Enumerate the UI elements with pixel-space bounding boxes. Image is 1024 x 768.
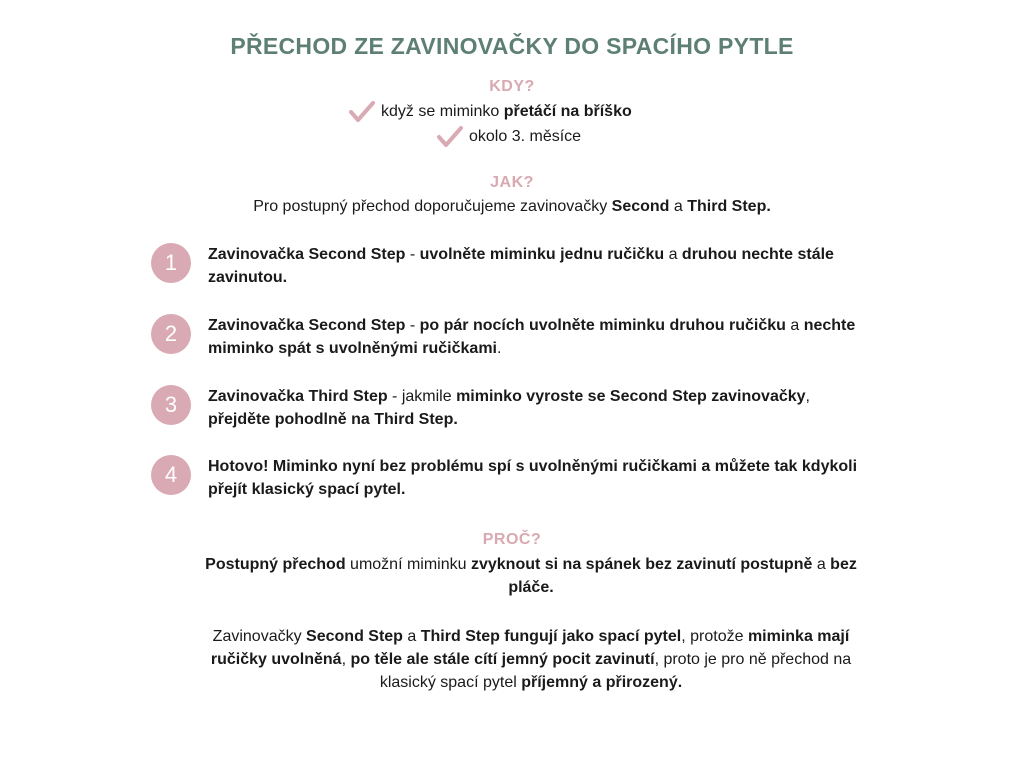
bold-text-run: miminka mají ručičky uvolněná: [210, 628, 850, 668]
jak-intro-text: Pro postupný přechod doporučujeme zavinovačky: [253, 198, 612, 215]
bold-text-run: zvyknout si na spánek bez zavinutí postupně: [470, 556, 813, 573]
bold-text-run: Zavinovačka Second Step: [208, 317, 406, 334]
bold-text-run: nechte miminko spát s uvolněnými ručičkami: [208, 317, 856, 357]
step-1: [151, 243, 871, 289]
step-number-badge: 4: [151, 455, 191, 495]
kdy-heading: KDY?: [489, 78, 535, 95]
text-run: , proto je pro ně přechod na klasický spací pytel: [379, 651, 852, 691]
text-run: - jakmile: [387, 388, 457, 405]
text-run: .: [496, 340, 502, 357]
bold-text-run: bez pláče.: [508, 556, 857, 596]
step-text: [208, 455, 858, 501]
bold-text-run: Zavinovačka Second Step: [208, 246, 406, 263]
bold-text-run: druhou nechte stále zavinutou.: [208, 246, 834, 286]
jak-intro-second: Second: [611, 198, 670, 215]
bold-text-run: příjemný a přirozený.: [521, 674, 683, 691]
kdy-item-1: [349, 100, 632, 124]
check-icon: [437, 125, 463, 149]
kdy-item-2-text: okolo 3. měsíce: [469, 128, 582, 145]
bold-text-run: po těle ale stále cítí jemný pocit zavinutí: [350, 651, 655, 668]
text-run: a: [402, 628, 421, 645]
bold-text-run: miminko vyroste se Second Step zavinovačky: [456, 388, 806, 405]
bold-text-run: Postupný přechod: [205, 556, 346, 573]
step-number-badge: 2: [151, 314, 191, 354]
step-number-badge: 1: [151, 243, 191, 283]
proc-paragraph-1: [205, 553, 857, 599]
bold-text-run: přejděte pohodlně na Third Step.: [208, 411, 458, 428]
step-3: [151, 385, 871, 431]
proc-heading: PROČ?: [482, 531, 542, 548]
step-number-badge: 3: [151, 385, 191, 425]
step-text: [208, 243, 858, 289]
jak-intro-third: Third Step.: [687, 198, 771, 215]
jak-intro-and: a: [669, 198, 688, 215]
step-text: [208, 385, 858, 431]
jak-heading: JAK?: [490, 174, 534, 191]
bold-text-run: Hotovo! Miminko nyní bez problému spí s uvolněnými ručičkami a můžete tak kdykoli přejít klasický spací pytel.: [208, 458, 858, 498]
text-run: a: [785, 317, 804, 334]
jak-intro: [0, 196, 1024, 218]
text-run: ,: [341, 651, 351, 668]
step-2: [151, 314, 871, 360]
bold-text-run: Third Step fungují jako spací pytel: [420, 628, 682, 645]
text-run: , protože: [681, 628, 748, 645]
kdy-item-1-text: když se miminko: [381, 103, 504, 120]
kdy-item-1-bold: přetáčí na bříško: [503, 103, 632, 120]
page-title: PŘECHOD ZE ZAVINOVAČKY DO SPACÍHO PYTLE: [230, 33, 794, 59]
bold-text-run: po pár nocích uvolněte miminku druhou ručičku: [419, 317, 786, 334]
bold-text-run: uvolněte miminku jednu ručičku: [419, 246, 665, 263]
text-run: ,: [805, 388, 810, 405]
kdy-item-2: [437, 125, 581, 149]
step-4: [151, 455, 871, 501]
check-icon: [349, 100, 375, 124]
text-run: a: [812, 556, 831, 573]
bold-text-run: Second Step: [306, 628, 403, 645]
bold-text-run: Zavinovačka Third Step: [208, 388, 388, 405]
step-text: [208, 314, 858, 360]
text-run: Zavinovačky: [212, 628, 307, 645]
text-run: -: [405, 317, 420, 334]
text-run: umožní miminku: [345, 556, 471, 573]
text-run: a: [664, 246, 682, 263]
proc-paragraph-2: [205, 625, 857, 694]
text-run: -: [405, 246, 420, 263]
